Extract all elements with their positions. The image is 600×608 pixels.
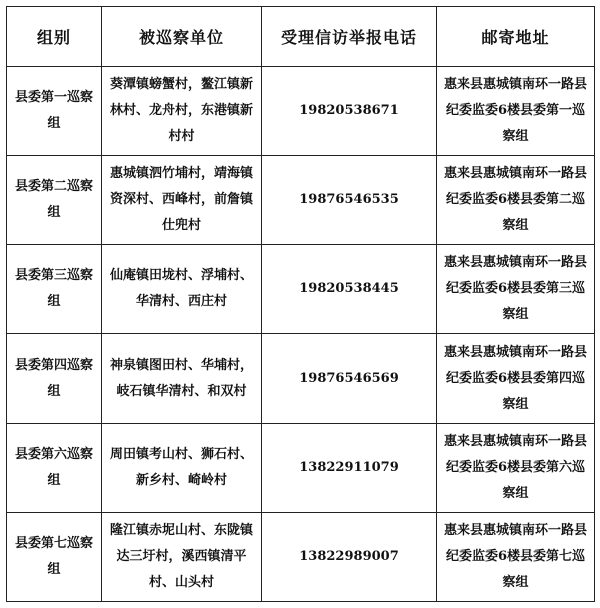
group-cell: 县委第二巡察组 (7, 156, 102, 245)
phone-cell: 19820538671 (262, 67, 437, 156)
group-cell: 县委第三巡察组 (7, 245, 102, 334)
group-cell: 县委第七巡察组 (7, 512, 102, 601)
phone-cell: 13822911079 (262, 423, 437, 512)
group-cell: 县委第四巡察组 (7, 334, 102, 423)
unit-cell: 周田镇考山村、狮石村、新乡村、崎岭村 (102, 423, 262, 512)
column-header-address: 邮寄地址 (437, 7, 595, 67)
unit-cell: 葵潭镇螃蟹村，鳌江镇新林村、龙舟村，东港镇新村村 (102, 67, 262, 156)
table-row (7, 512, 595, 601)
unit-cell: 隆江镇赤坭山村、东陇镇达三圩村，溪西镇清平村、山头村 (102, 512, 262, 601)
inspection-groups-table (6, 6, 595, 602)
address-cell: 惠来县惠城镇南环一路县纪委监委6楼县委第六巡察组 (437, 423, 595, 512)
table-header-row (7, 7, 595, 67)
unit-cell: 仙庵镇田垅村、浮埔村、华清村、西庄村 (102, 245, 262, 334)
column-header-group: 组别 (7, 7, 102, 67)
group-cell: 县委第一巡察组 (7, 67, 102, 156)
column-header-unit: 被巡察单位 (102, 7, 262, 67)
table-row (7, 245, 595, 334)
address-cell: 惠来县惠城镇南环一路县纪委监委6楼县委第一巡察组 (437, 67, 595, 156)
phone-cell: 13822989007 (262, 512, 437, 601)
unit-cell: 惠城镇泗竹埔村，靖海镇资深村、西峰村，前詹镇仕兜村 (102, 156, 262, 245)
table-row (7, 423, 595, 512)
table-row (7, 334, 595, 423)
table-row (7, 156, 595, 245)
phone-cell: 19876546535 (262, 156, 437, 245)
group-cell: 县委第六巡察组 (7, 423, 102, 512)
unit-cell: 神泉镇图田村、华埔村，岐石镇华清村、和双村 (102, 334, 262, 423)
table-row (7, 67, 595, 156)
phone-cell: 19820538445 (262, 245, 437, 334)
phone-cell: 19876546569 (262, 334, 437, 423)
address-cell: 惠来县惠城镇南环一路县纪委监委6楼县委第三巡察组 (437, 245, 595, 334)
address-cell: 惠来县惠城镇南环一路县纪委监委6楼县委第七巡察组 (437, 512, 595, 601)
address-cell: 惠来县惠城镇南环一路县纪委监委6楼县委第二巡察组 (437, 156, 595, 245)
column-header-phone: 受理信访举报电话 (262, 7, 437, 67)
address-cell: 惠来县惠城镇南环一路县纪委监委6楼县委第四巡察组 (437, 334, 595, 423)
